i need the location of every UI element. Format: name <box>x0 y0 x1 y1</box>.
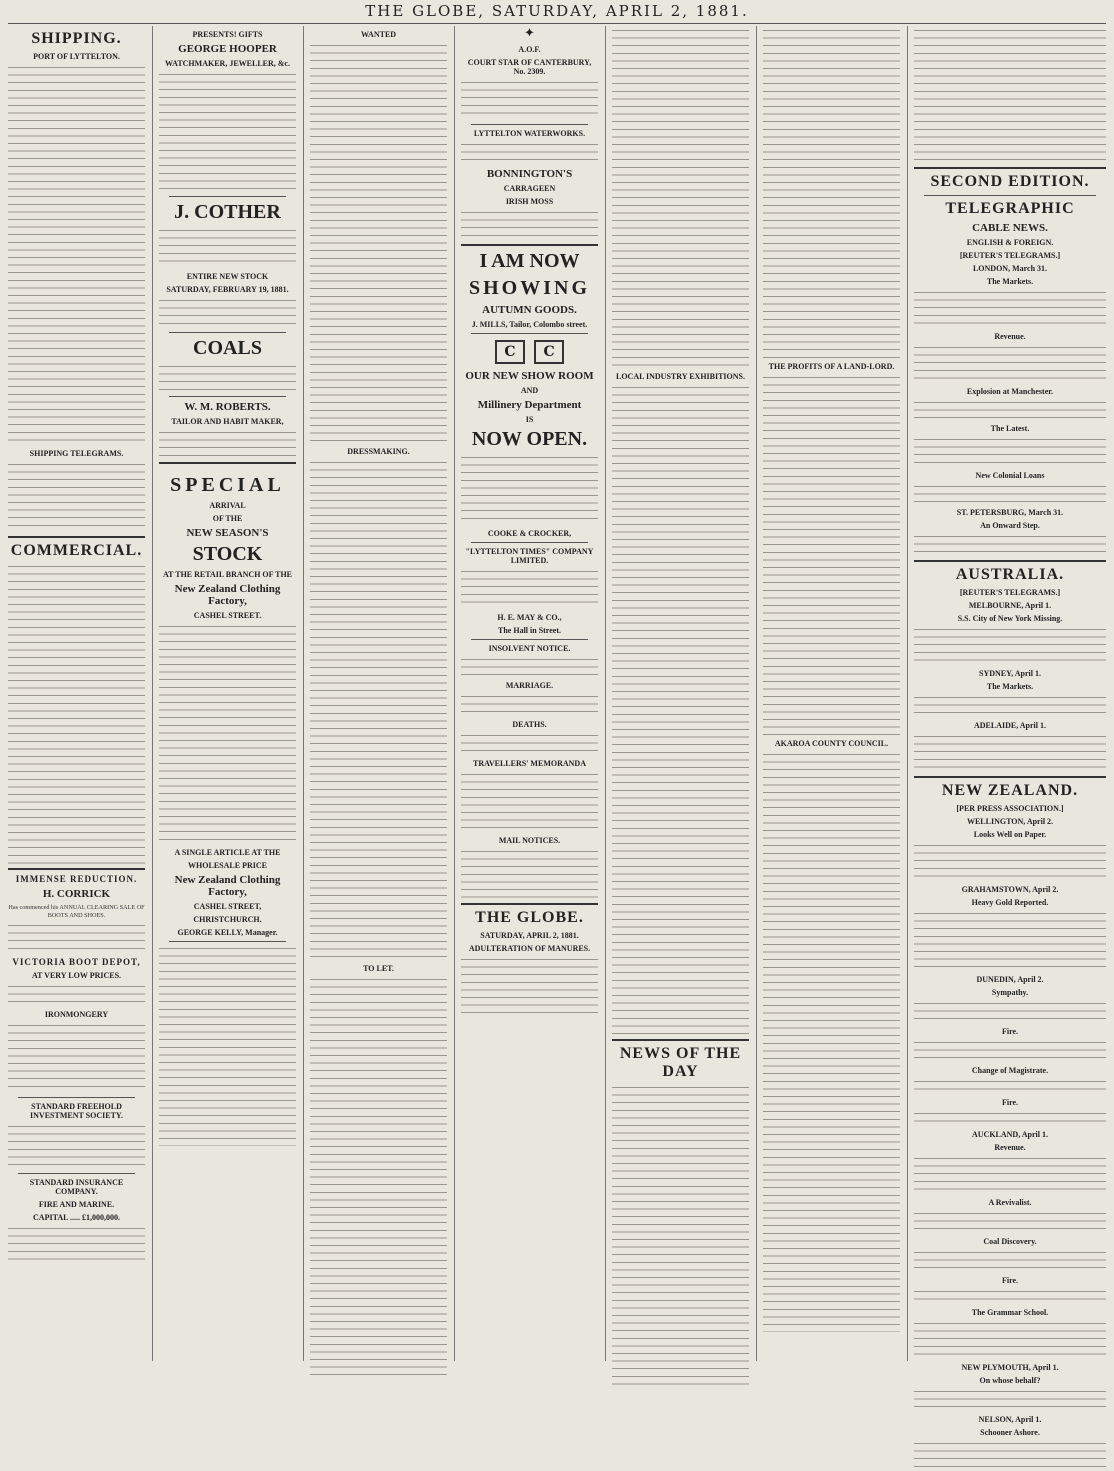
nelson: NELSON, April 1. <box>978 1415 1042 1424</box>
masthead-rule <box>8 23 1106 24</box>
roberts-text <box>159 430 296 458</box>
latest-text <box>914 437 1106 467</box>
grammar-text <box>914 1321 1106 1359</box>
adulteration-text <box>461 957 598 1017</box>
may-co: H. E. MAY & CO., <box>497 613 562 622</box>
nz-clothing-factory-2: New Zealand Clothing Factory, <box>174 874 281 898</box>
divider <box>914 560 1106 562</box>
column-6 <box>763 26 900 1361</box>
roberts-name: W. M. ROBERTS. <box>184 401 271 413</box>
colonial-text <box>914 484 1106 504</box>
profits-text <box>763 375 900 735</box>
coal-text <box>914 1250 1106 1272</box>
new-zealand-heading: NEW ZEALAND. <box>941 782 1079 799</box>
insolvent-notice: INSOLVENT NOTICE. <box>488 644 571 653</box>
st-petersburg: ST. PETERSBURG, March 31. <box>956 508 1064 517</box>
coal-discovery: Coal Discovery. <box>983 1237 1037 1246</box>
markets-2: The Markets. <box>986 682 1034 691</box>
new-seasons: NEW SEASON'S <box>186 527 269 539</box>
marriage: MARRIAGE. <box>505 681 554 690</box>
revenue-text <box>914 345 1106 383</box>
divider <box>169 332 286 333</box>
cother-name: J. COTHER <box>174 201 281 223</box>
wholesale-price: WHOLESALE PRICE <box>188 861 267 870</box>
looks-well: Looks Well on Paper. <box>973 830 1047 839</box>
english-foreign: ENGLISH & FOREIGN. <box>966 238 1054 247</box>
roberts-sub: TAILOR AND HABIT MAKER, <box>171 417 284 426</box>
fire-marine: FIRE AND MARINE. <box>38 1200 115 1210</box>
insurance-text <box>8 1226 145 1266</box>
lyttelton-waterworks: LYTTELTON WATERWORKS. <box>473 129 586 138</box>
telegraphic: TELEGRAPHIC <box>945 200 1075 217</box>
fire-1: Fire. <box>1001 1027 1019 1036</box>
carrageen: CARRAGEEN <box>503 184 556 193</box>
standard-insurance: STANDARD INSURANCE COMPANY. <box>29 1178 124 1197</box>
divider <box>18 1097 135 1098</box>
insolvent-text <box>461 657 598 677</box>
divider <box>159 462 296 464</box>
second-edition: SECOND EDITION. <box>930 173 1090 190</box>
showing: SHOWING <box>468 277 591 299</box>
to-let-text <box>310 977 447 1377</box>
divider <box>461 903 598 905</box>
mail-text <box>461 849 598 899</box>
sympathy-text <box>914 1001 1106 1023</box>
sydney-text <box>914 695 1106 717</box>
kelly-manager: GEORGE KELLY, Manager. <box>177 928 278 937</box>
divider <box>8 868 145 870</box>
london-date: LONDON, March 31. <box>972 264 1048 273</box>
cother-text <box>159 228 296 268</box>
change-magistrate: Change of Magistrate. <box>971 1066 1049 1075</box>
col2-bottom-text <box>159 946 296 1146</box>
presents-heading: PRESENTS! GIFTS <box>192 30 263 39</box>
shipping-heading: SHIPPING. <box>31 30 122 47</box>
change-text <box>914 1079 1106 1094</box>
reuters-2: [REUTER'S TELEGRAMS.] <box>959 588 1061 597</box>
reuters: [REUTER'S TELEGRAMS.] <box>959 251 1061 260</box>
divider <box>914 776 1106 778</box>
divider <box>914 167 1106 169</box>
column-rule <box>907 26 908 1361</box>
onward-step: An Onward Step. <box>980 521 1040 530</box>
markets-heading: The Markets. <box>986 277 1034 286</box>
column-3 <box>310 26 447 1361</box>
cc-right: C <box>534 340 564 364</box>
revenue-2: Revenue. <box>994 1143 1026 1152</box>
travellers-text <box>461 772 598 832</box>
adulteration: ADULTERATION OF MANURES. <box>468 944 591 953</box>
of-the: OF THE <box>212 514 243 523</box>
column-rule <box>303 26 304 1361</box>
waterworks-text <box>461 142 598 164</box>
column-1 <box>8 26 145 1361</box>
divider <box>471 542 588 543</box>
nz-clothing-factory: New Zealand Clothing Factory, <box>174 583 281 607</box>
stock: STOCK <box>192 543 263 565</box>
news-of-the-day: NEWS OF THE DAY <box>619 1045 742 1080</box>
immense-reduction: IMMENSE REDUCTION. <box>15 874 138 884</box>
and: AND <box>520 386 539 395</box>
column-rule <box>152 26 153 1361</box>
col6-top-text <box>763 28 900 358</box>
news-text <box>612 1085 749 1385</box>
marriage-text <box>461 694 598 716</box>
markets-text <box>914 290 1106 328</box>
at-low-prices: AT VERY LOW PRICES. <box>31 971 122 981</box>
now-open: NOW OPEN. <box>471 428 588 450</box>
sydney: SYDNEY, April 1. <box>979 669 1041 678</box>
wanted-text <box>310 43 447 443</box>
column-2 <box>159 26 296 1361</box>
the-globe: THE GLOBE. <box>475 909 584 926</box>
melbourne: MELBOURNE, April 1. <box>968 601 1052 610</box>
commercial-heading: COMMERCIAL. <box>10 542 143 559</box>
dunedin: DUNEDIN, April 2. <box>976 975 1044 984</box>
latest-heading: The Latest. <box>990 424 1030 433</box>
irish-moss: IRISH MOSS <box>505 197 554 206</box>
globe-date: SATURDAY, APRIL 2, 1881. <box>480 931 579 940</box>
local-industry: LOCAL INDUSTRY EXHIBITIONS. <box>615 372 745 381</box>
fire2-text <box>914 1111 1106 1126</box>
divider <box>169 941 286 942</box>
revivalist: A Revivalist. <box>988 1198 1032 1207</box>
autumn-goods: AUTUMN GOODS. <box>482 304 577 316</box>
victoria-boot: VICTORIA BOOT DEPOT, <box>12 957 141 968</box>
col5-top-text <box>612 28 749 368</box>
akaroa-council: AKAROA COUNTY COUNCIL. <box>774 739 889 748</box>
cashel-street: CASHEL STREET. <box>193 611 262 620</box>
fire-2: Fire. <box>1001 1098 1019 1107</box>
schooner-ashore: Schooner Ashore. <box>980 1428 1040 1437</box>
divider <box>612 1039 749 1041</box>
travellers: TRAVELLERS' MEMORANDA <box>473 759 586 768</box>
port-heading: PORT OF LYTTELTON. <box>33 52 120 61</box>
column-5 <box>612 26 749 1361</box>
divider <box>18 1173 135 1174</box>
revenue2-text <box>914 1156 1106 1194</box>
wellington: WELLINGTON, April 2. <box>966 817 1054 826</box>
grammar-school: The Grammar School. <box>971 1308 1049 1317</box>
christchurch: CHRISTCHURCH. <box>193 915 262 924</box>
single-article: A SINGLE ARTICLE AT THE <box>174 848 281 857</box>
shipping-text <box>8 65 145 445</box>
hooper-name: GEORGE HOOPER <box>178 43 277 55</box>
coals-text <box>159 364 296 392</box>
millinery: Millinery Department <box>477 399 582 411</box>
column-rule <box>605 26 606 1361</box>
court-text <box>461 80 598 120</box>
hall-street: The Hall in Street. <box>498 626 561 635</box>
onward-text <box>914 534 1106 556</box>
corrick-name: H. CORRICK <box>42 888 111 900</box>
australia-heading: AUSTRALIA. <box>955 566 1065 583</box>
cother-text2 <box>159 298 296 328</box>
masthead <box>0 0 1114 22</box>
divider <box>471 124 588 125</box>
standard-text <box>8 1124 145 1169</box>
adelaide: ADELAIDE, April 1. <box>973 721 1046 730</box>
divider <box>471 333 588 334</box>
heavy-gold: Heavy Gold Reported. <box>971 898 1049 907</box>
wanted-heading: WANTED <box>360 30 397 39</box>
deaths-text <box>461 733 598 755</box>
dressmaking-text <box>310 460 447 960</box>
watchmaker: WATCHMAKER, JEWELLER, &c. <box>165 59 290 68</box>
arrival: ARRIVAL <box>209 501 246 510</box>
behalf-text <box>914 1389 1106 1411</box>
sympathy: Sympathy. <box>991 988 1029 997</box>
cable-news: CABLE NEWS. <box>972 222 1048 234</box>
divider <box>461 244 598 246</box>
ironmongery-text <box>8 1023 145 1093</box>
divider <box>169 396 286 397</box>
column-4 <box>461 26 598 1361</box>
profits-landlord: THE PROFITS OF A LAND-LORD. <box>768 362 895 371</box>
mills-tailor: J. MILLS, Tailor, Colombo street. <box>471 320 588 329</box>
on-whose-behalf: On whose behalf? <box>979 1376 1041 1385</box>
entire-new-stock: ENTIRE NEW STOCK <box>186 272 269 281</box>
column-7 <box>914 26 1106 1437</box>
deaths: DEATHS. <box>512 720 547 729</box>
press-association: [PER PRESS ASSOCIATION.] <box>956 804 1064 813</box>
divider <box>169 196 286 197</box>
cooke-crocker: COOKE & CROCKER, <box>487 529 572 538</box>
ss-city-text <box>914 627 1106 665</box>
i-am-now: I AM NOW <box>479 250 580 272</box>
divider <box>471 639 588 640</box>
revenue-heading: Revenue. <box>994 332 1026 341</box>
capital: CAPITAL ..... £1,000,000. <box>33 1213 120 1223</box>
col7-top-text <box>914 28 1106 163</box>
divider <box>924 195 1096 196</box>
coals-heading: COALS <box>193 337 262 359</box>
boot-text <box>8 984 145 1006</box>
corrick-sub: Has commenced his ANNUAL CLEARING SALE OF BOOTS AND SHOES. <box>8 904 145 919</box>
clothing-text <box>159 624 296 844</box>
column-rule <box>454 26 455 1361</box>
cc-logo <box>461 338 598 366</box>
commercial-text <box>8 564 145 864</box>
moss-text <box>461 210 598 240</box>
looks-text <box>914 843 1106 881</box>
cashel-street-2: CASHEL STREET, <box>193 902 262 911</box>
times-text <box>461 569 598 609</box>
dressmaking-heading: DRESSMAKING. <box>347 447 410 456</box>
shipping-telegrams-heading: SHIPPING TELEGRAMS. <box>29 449 124 458</box>
aof-emblem: ✦ <box>524 26 535 41</box>
retail-branch: AT THE RETAIL BRANCH OF THE <box>163 570 292 579</box>
special-heading: SPECIAL <box>170 474 285 496</box>
to-let-heading: TO LET. <box>363 964 394 973</box>
lyttelton-times: "LYTTELTON TIMES" COMPANY LIMITED. <box>465 547 594 565</box>
colonial-loans: New Colonial Loans <box>975 471 1045 480</box>
explosion-heading: Explosion at Manchester. <box>966 387 1054 396</box>
hooper-text <box>159 72 296 192</box>
explosion-text <box>914 400 1106 420</box>
fire-text <box>914 1040 1106 1062</box>
revivalist-text <box>914 1211 1106 1233</box>
is: IS <box>525 415 534 424</box>
mail-notices: MAIL NOTICES. <box>498 836 561 845</box>
standard-freehold: STANDARD FREEHOLD INVESTMENT SOCIETY. <box>30 1102 123 1121</box>
grahamstown: GRAHAMSTOWN, April 2. <box>961 885 1059 894</box>
akaroa-text <box>763 752 900 1332</box>
aof: A.O.F. <box>518 45 541 54</box>
masthead-paper: THE GLOBE, <box>365 2 486 20</box>
ironmongery-heading: IRONMONGERY <box>44 1010 109 1020</box>
cc-left: C <box>495 340 525 364</box>
court-star: COURT STAR OF CANTERBURY, No. 2309. <box>467 58 592 76</box>
bonningtons: BONNINGTON'S <box>486 168 573 180</box>
column-rule <box>756 26 757 1361</box>
new-show-room: OUR NEW SHOW ROOM <box>465 370 594 382</box>
corrick-text <box>8 923 145 953</box>
millinery-text <box>461 455 598 525</box>
gold-text <box>914 911 1106 971</box>
new-plymouth: NEW PLYMOUTH, April 1. <box>961 1363 1059 1372</box>
ss-city: S.S. City of New York Missing. <box>957 614 1063 623</box>
telegrams-text <box>8 462 145 532</box>
auckland: AUCKLAND, April 1. <box>971 1130 1048 1139</box>
cother-date: SATURDAY, FEBRUARY 19, 1881. <box>166 285 289 294</box>
fire-3: Fire. <box>1001 1276 1019 1285</box>
local-text <box>612 385 749 1035</box>
masthead-date: SATURDAY, APRIL 2, 1881. <box>491 2 749 20</box>
divider <box>8 536 145 538</box>
fire3-text <box>914 1289 1106 1304</box>
schooner-text <box>914 1441 1106 1471</box>
adelaide-text <box>914 734 1106 772</box>
